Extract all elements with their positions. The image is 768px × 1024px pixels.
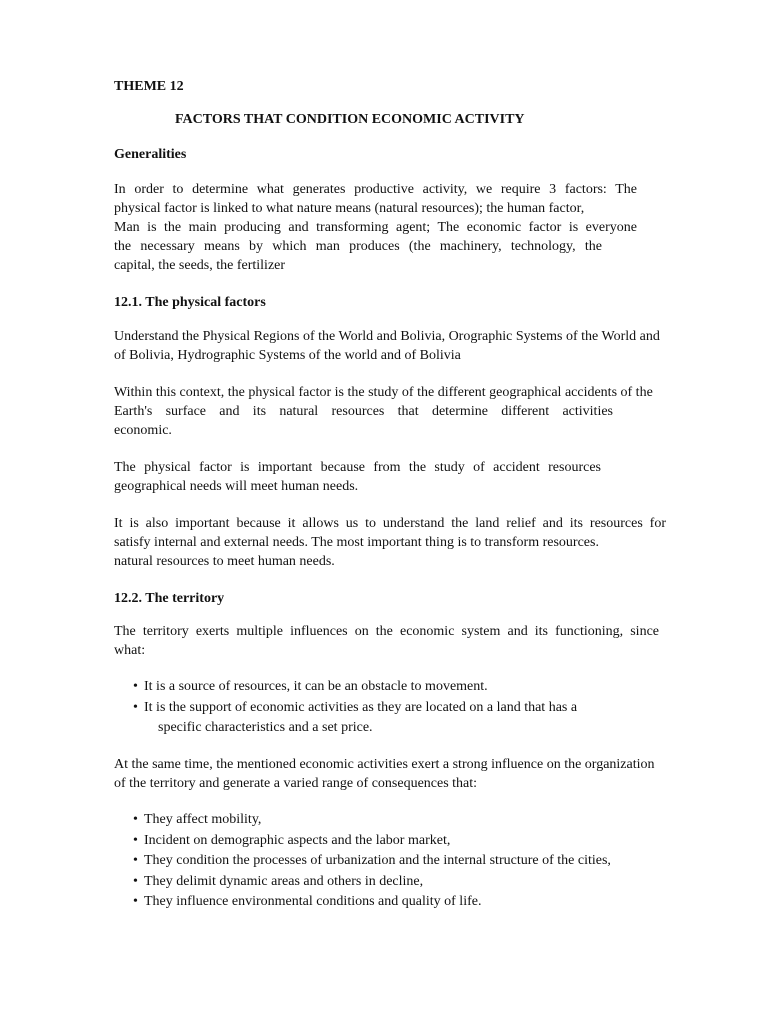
section-heading-generalities: Generalities	[114, 147, 187, 162]
list-item-text: It is a source of resources, it can be an obstacle to movement.	[144, 679, 488, 694]
paragraph-line: capital, the seeds, the fertilizer	[114, 258, 286, 273]
list-item-text: They influence environmental conditions and quality of life.	[144, 894, 482, 909]
paragraph-line: of the territory and generate a varied range of consequences that:	[114, 776, 478, 791]
paragraph-territory-2	[114, 755, 692, 793]
list-item-text: It is the support of economic activities as they are located on a land that has a	[144, 699, 578, 715]
paragraph-physical-4	[114, 514, 692, 571]
bullet-list-consequences	[133, 810, 611, 913]
paragraph-line: geographical needs will meet human needs.	[114, 479, 359, 494]
list-item: • They delimit dynamic areas and others in decline,	[133, 873, 424, 889]
theme-label: THEME 12	[114, 79, 184, 94]
paragraph-generalities	[114, 180, 637, 275]
list-item: • They influence environmental conditions and quality of life.	[133, 894, 482, 909]
section-heading-territory: 12.2. The territory	[114, 591, 225, 606]
list-item: • They affect mobility,	[133, 812, 262, 827]
paragraph-line: Within this context, the physical factor is the study of the different geographical accidents of the	[114, 385, 653, 400]
list-item-text: They affect mobility,	[144, 812, 262, 827]
paragraph-line: Understand the Physical Regions of the World and Bolivia, Orographic Systems of the World and	[114, 329, 660, 344]
paragraph-line: satisfy internal and external needs. The most important thing is to transform resources.	[114, 535, 599, 550]
paragraph-line: Earth's surface and its natural resources that determine different activities	[114, 404, 613, 419]
paragraph-line: natural resources to meet human needs.	[114, 554, 335, 569]
list-item: • It is the support of economic activities as they are located on a land that has a	[133, 699, 578, 715]
list-item-text: Incident on demographic aspects and the labor market,	[144, 832, 451, 848]
paragraph-line: In order to determine what generates productive activity, we require 3 factors: The	[114, 182, 637, 197]
paragraph-territory-intro	[114, 622, 692, 660]
page-title: FACTORS THAT CONDITION ECONOMIC ACTIVITY	[175, 112, 525, 127]
paragraph-physical-2	[114, 383, 692, 440]
list-item-text: specific characteristics and a set price.	[158, 720, 373, 735]
paragraph-line: what:	[114, 643, 146, 658]
paragraph-line: It is also important because it allows us to understand the land relief and its resources for	[114, 516, 666, 531]
list-item: • It is a source of resources, it can be an obstacle to movement.	[133, 679, 488, 694]
paragraph-line: The physical factor is important because from the study of accident resources	[114, 460, 601, 475]
list-item: • They condition the processes of urbanization and the internal structure of the cities,	[133, 853, 611, 868]
paragraph-physical-3	[114, 458, 692, 496]
section-heading-physical-factors: 12.1. The physical factors	[114, 295, 266, 310]
paragraph-line: At the same time, the mentioned economic activities exert a strong influence on the organization	[114, 757, 655, 772]
list-item: • Incident on demographic aspects and the labor market,	[133, 832, 451, 848]
list-item-text: They condition the processes of urbanization and the internal structure of the cities,	[144, 853, 611, 868]
paragraph-line: economic.	[114, 423, 172, 438]
paragraph-line: The territory exerts multiple influences on the economic system and its functioning, since	[114, 624, 659, 639]
paragraph-line: of Bolivia, Hydrographic Systems of the world and of Bolivia	[114, 348, 461, 363]
paragraph-line: Man is the main producing and transforming agent; The economic factor is everyone	[114, 220, 637, 235]
paragraph-line: the necessary means by which man produces (the machinery, technology, the	[114, 239, 602, 254]
list-item-text: They delimit dynamic areas and others in decline,	[144, 873, 424, 889]
bullet-list-territory	[133, 677, 577, 738]
list-item-continuation	[133, 718, 577, 738]
paragraph-physical-1	[114, 327, 692, 365]
paragraph-line: physical factor is linked to what nature means (natural resources); the human factor,	[114, 201, 585, 216]
